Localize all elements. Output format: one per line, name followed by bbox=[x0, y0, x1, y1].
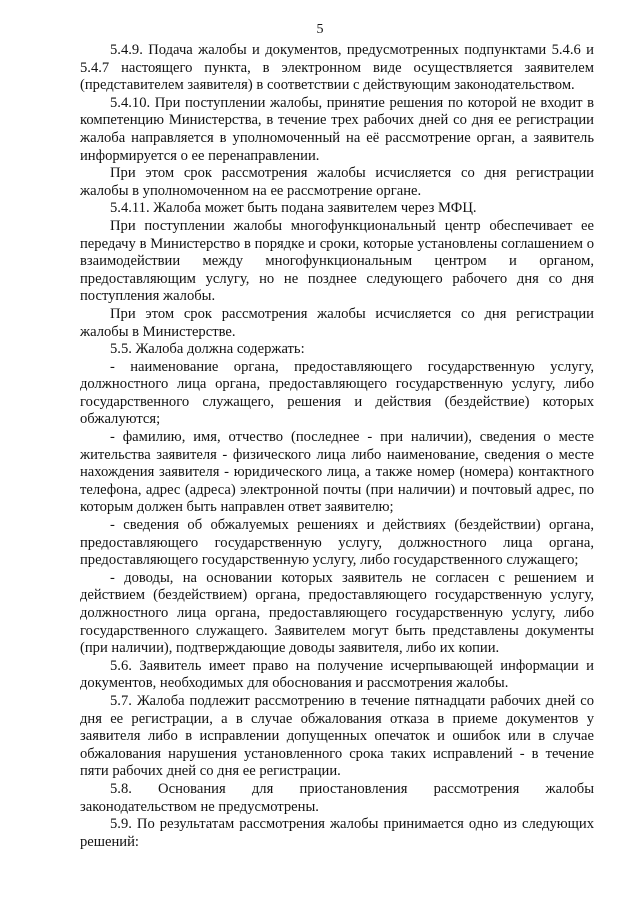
paragraph-mfc-transfer: При поступлении жалобы многофункциональный центр обеспечивает ее передачу в Министерство в порядке и сроки, которые установлены соглашением о взаимодействии между многофункциональным центром и органом, предоставляющим услугу, но не позднее следующего рабочего дня со дня поступления жалобы. bbox=[80, 217, 594, 305]
list-item: - доводы, на основании которых заявитель не согласен с решением и действием (бездействием) органа, предоставляющего государственную услугу, должностного лица органа, предоставляющего государственную услугу, либо государственного служащего. Заявителем могут быть представлены документы (при наличии), подтверждающие доводы заявителя, либо их копии. bbox=[80, 569, 594, 657]
paragraph-term-ministry: При этом срок рассмотрения жалобы исчисляется со дня регистрации жалобы в Министерстве. bbox=[80, 305, 594, 340]
list-item: - фамилию, имя, отчество (последнее - при наличии), сведения о месте жительства заявителя - физического лица либо наименование, сведения о месте нахождения заявителя - юридического лица, а также номер (номера) контактного телефона, адрес (адреса) электронной почты (при наличии) и почтовый адрес, по которым должен быть направлен ответ заявителю; bbox=[80, 429, 594, 516]
paragraph-5-6: 5.6. Заявитель имеет право на получение исчерпывающей информации и документов, необходимых для обоснования и рассмотрения жалобы. bbox=[80, 657, 594, 692]
paragraph-5-8: 5.8. Основания для приостановления рассмотрения жалобы законодательством не предусмотрены. bbox=[80, 780, 594, 815]
paragraph-5-4-9: 5.4.9. Подача жалобы и документов, предусмотренных подпунктами 5.4.6 и 5.4.7 настоящего пункта, в электронном виде осуществляется заявителем (представителем заявителя) в соответствии с действующим законодательством. bbox=[80, 42, 594, 94]
document-body bbox=[80, 42, 594, 851]
list-item: - сведения об обжалуемых решениях и действиях (бездействии) органа, предоставляющего государственную услугу, должностного лица органа, предоставляющего государственную услугу, либо государственного служащего; bbox=[80, 517, 594, 569]
paragraph-5-4-11: 5.4.11. Жалоба может быть подана заявителем через МФЦ. bbox=[110, 200, 477, 217]
paragraph-5-7: 5.7. Жалоба подлежит рассмотрению в течение пятнадцати рабочих дней со дня ее регистрации, а в случае обжалования отказа в приеме документов у заявителя либо в исправлении допущенных опечаток и ошибок или в случае обжалования нарушения установленного срока таких исправлений - в течение пяти рабочих дней со дня ее регистрации. bbox=[80, 692, 594, 780]
list-item: - наименование органа, предоставляющего государственную услугу, должностного лица органа, предоставляющего государственную услугу, либо государственного служащего, решения и действия (бездействие) которых обжалуются; bbox=[80, 358, 594, 428]
paragraph-5-4-10: 5.4.10. При поступлении жалобы, принятие решения по которой не входит в компетенцию Министерства, в течение трех рабочих дней со дня ее регистрации жалоба направляется в уполномоченный на её рассмотрение орган, а заявитель информируется о ее перенаправлении. bbox=[80, 94, 594, 164]
paragraph-5-9: 5.9. По результатам рассмотрения жалобы принимается одно из следующих решений: bbox=[80, 816, 594, 850]
page-number: 5 bbox=[316, 22, 324, 37]
paragraph-5-5: 5.5. Жалоба должна содержать: bbox=[110, 341, 305, 358]
paragraph-term-redirect: При этом срок рассмотрения жалобы исчисляется со дня регистрации жалобы в уполномоченном на ее рассмотрение органе. bbox=[80, 165, 594, 199]
